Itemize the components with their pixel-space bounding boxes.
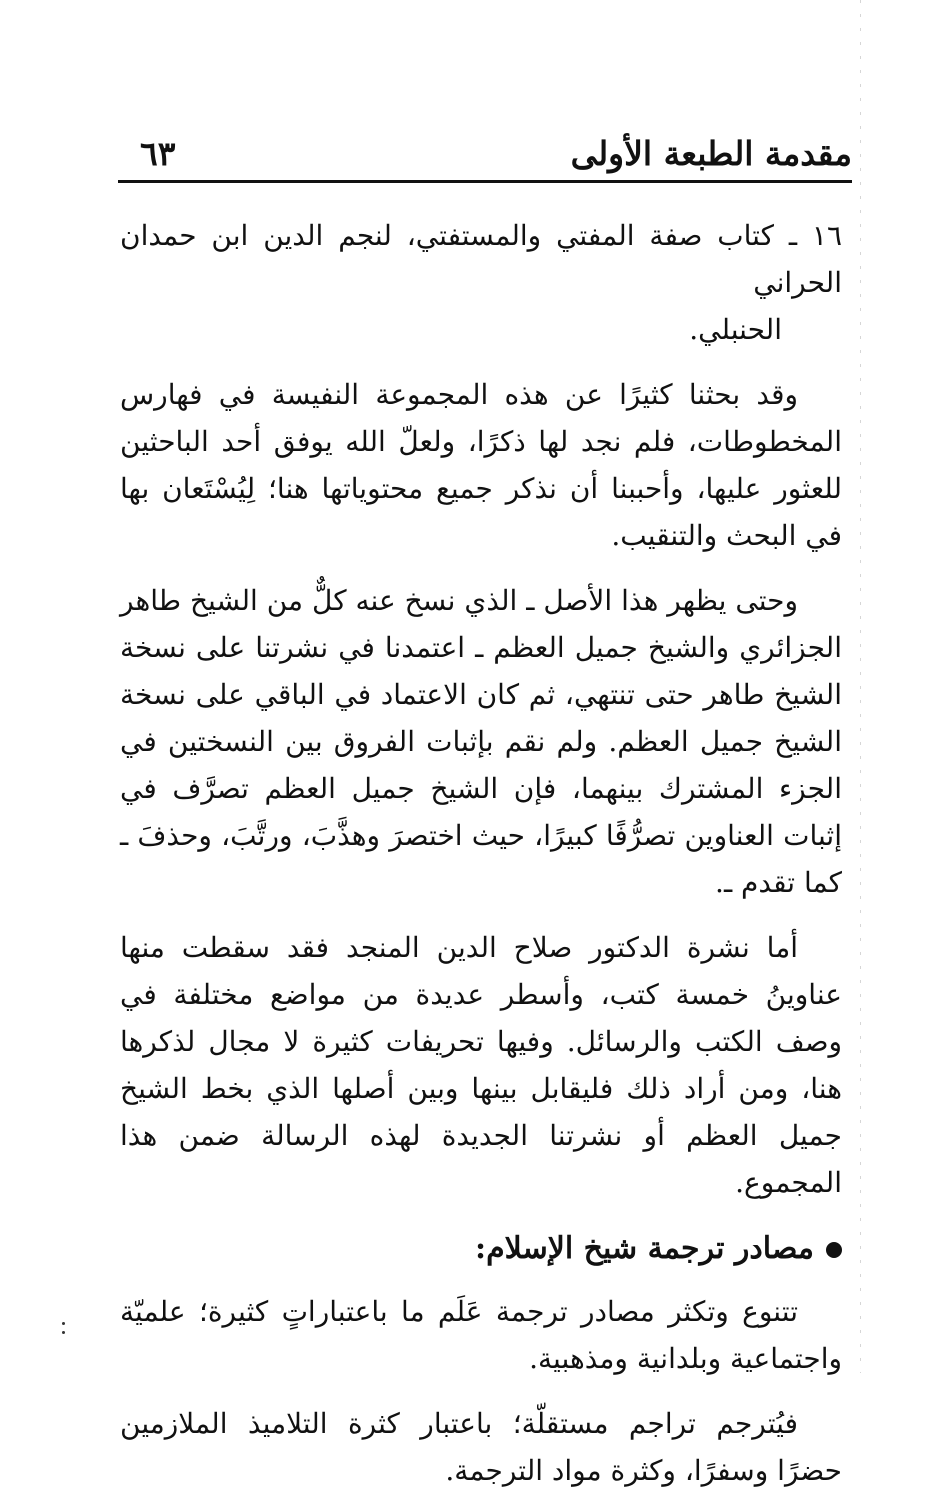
paragraph-independent-biographies: فيُترجم تراجم مستقلّة؛ باعتبار كثرة التلاميذ الملازمين حضرًا وسفرًا، وكثرة مواد الترجمة. xyxy=(120,1407,842,1487)
paragraph-munajjid-edition: أما نشرة الدكتور صلاح الدين المنجد فقد سقطت منها عناوينُ خمسة كتب، وأسطر عديدة من مواضع مختلفة في وصف الكتب والرسائل. وفيها تحريفات كثيرة لا مجال لذكرها هنا، ومن أراد ذلك فليقابل بينها وبين أصلها الذي بخط الشيخ جميل العظم أو نشرتنا الجديدة لهذه الرسالة ضمن هذا المجموع. xyxy=(120,931,842,1199)
header-rule xyxy=(118,180,852,183)
page-edge-line xyxy=(860,0,861,1373)
paragraph-search: وقد بحثنا كثيرًا عن هذه المجموعة النفيسة في فهارس المخطوطات، فلم نجد لها ذكرًا، ولعلّ الله يوفق أحد الباحثين للعثور عليها، وأحببنا أن نذكر جميع محتوياتها هنا؛ لِيُسْتَعان بها في البحث والتنقيب. xyxy=(120,378,842,552)
list-item-16-line2: الحنبلي. xyxy=(689,313,782,346)
section-heading-text: مصادر ترجمة شيخ الإسلام: xyxy=(475,1231,814,1266)
section-heading xyxy=(120,1224,842,1274)
paragraph-source-copies: وحتى يظهر هذا الأصل ـ الذي نسخ عنه كلٌّ من الشيخ طاهر الجزائري والشيخ جميل العظم ـ اعتمدنا في نشرتنا على نسخة الشيخ طاهر حتى تنتهي، ثم كان الاعتماد في الباقي على نسخة الشيخ جميل العظم. ولم نقم بإثبات الفروق بين النسختين في الجزء المشترك بينهما، فإن الشيخ جميل العظم تصرَّف في إثبات العناوين تصرُّفًا كبيرًا، حيث اختصرَ وهذَّبَ، ورتَّبَ، وحذفَ ـ كما تقدم ـ. xyxy=(120,584,842,899)
paragraph-sources-variety: تتنوع وتكثر مصادر ترجمة عَلَم ما باعتباراتٍ كثيرة؛ علميّة واجتماعية وبلدانية ومذهبية. xyxy=(120,1295,842,1375)
bullet-icon xyxy=(826,1242,842,1258)
page-number: ٦٣ xyxy=(140,134,176,173)
header-title: مقدمة الطبعة الأولى xyxy=(570,134,852,173)
list-item-16-line1: ١٦ ـ كتاب صفة المفتي والمستفتي، لنجم الدين ابن حمدان الحراني xyxy=(120,219,842,299)
list-item-16 xyxy=(120,212,842,353)
body-text xyxy=(120,212,842,1512)
running-header xyxy=(118,132,852,180)
stray-mark xyxy=(62,1322,66,1336)
